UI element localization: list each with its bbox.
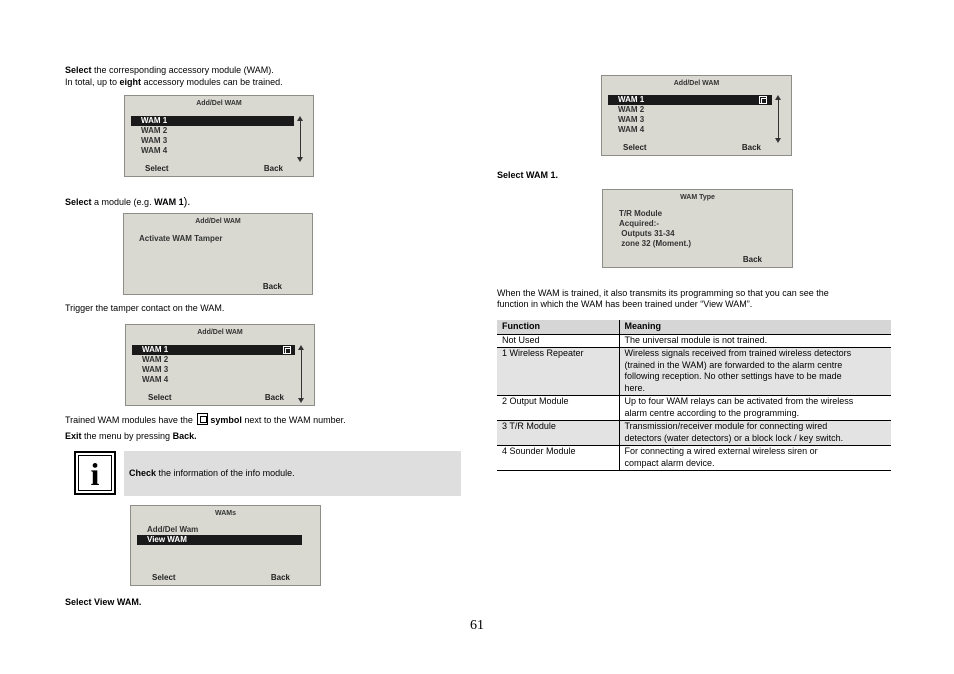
page-number: 61 (470, 618, 484, 633)
softkey-select[interactable]: Select (145, 164, 169, 173)
screen-title: Add/Del WAM (196, 100, 242, 107)
screen-title: WAMs (215, 510, 236, 517)
menu-item-selected[interactable]: WAM 1 (131, 116, 294, 126)
lcd-screen-wam-type (602, 189, 793, 268)
screen-message: Activate WAM Tamper (139, 234, 223, 243)
menu-item[interactable]: WAM 3 (618, 115, 645, 124)
cell-meaning: For connecting a wired external wireless siren or compact alarm device. (619, 446, 891, 471)
menu-item[interactable]: WAM 4 (618, 125, 645, 134)
intro-line-2: In total, up to eight accessory modules can be trained. (65, 77, 283, 87)
menu-item-selected[interactable]: View WAM (137, 535, 302, 545)
cell-meaning: The universal module is not trained. (619, 334, 891, 348)
step-select-module: Select a module (e.g. WAM 1). (65, 196, 191, 208)
screen-title: WAM Type (680, 194, 715, 201)
trained-symbol-icon (197, 413, 208, 425)
lcd-screen-add-del-wam-right (601, 75, 792, 156)
paragraph-line-2: function in which the WAM has been trained under “View WAM”. (497, 299, 753, 309)
menu-item[interactable]: WAM 2 (141, 126, 168, 135)
screen-title: Add/Del WAM (197, 329, 243, 336)
cell-meaning: Transmission/receiver module for connecting wired detectors (water detectors) or a block lock / key switch. (619, 421, 891, 446)
scrollbar[interactable] (297, 116, 305, 162)
cell-function: 3 T/R Module (497, 421, 619, 446)
softkey-back[interactable]: Back (264, 393, 284, 402)
trained-symbol-icon (759, 96, 767, 104)
menu-item[interactable]: Add/Del Wam (147, 525, 199, 534)
cell-function: 2 Output Module (497, 396, 619, 421)
softkey-select[interactable]: Select (623, 143, 647, 152)
table-row (497, 446, 891, 471)
menu-item[interactable]: WAM 2 (618, 105, 645, 114)
screen-title: Add/Del WAM (673, 80, 720, 87)
lcd-screen-wams (130, 505, 321, 586)
trained-symbol-icon (283, 346, 291, 354)
cell-function: Not Used (497, 334, 619, 348)
scrollbar[interactable] (775, 95, 783, 143)
wam-type-line: zone 32 (Moment.) (619, 239, 692, 248)
table-row (497, 334, 891, 348)
menu-item[interactable]: WAM 3 (141, 136, 168, 145)
info-icon: i (74, 451, 116, 495)
softkey-back[interactable]: Back (270, 573, 290, 582)
select-wam1: Select WAM 1. (497, 170, 559, 180)
exit-instruction: Exit the menu by pressing Back. (65, 431, 197, 441)
menu-item[interactable]: WAM 3 (142, 365, 169, 374)
lcd-screen-add-del-wam-1 (124, 95, 314, 177)
paragraph-line-1: When the WAM is trained, it also transmits its programming so that you can see the (497, 288, 829, 298)
menu-item[interactable]: WAM 4 (142, 375, 169, 384)
softkey-back[interactable]: Back (742, 255, 762, 264)
wam-type-line: T/R Module (619, 209, 663, 218)
cell-function: 1 Wireless Repeater (497, 348, 619, 396)
menu-item-selected[interactable]: WAM 1 (608, 95, 772, 105)
table-header-row (497, 320, 891, 334)
table-row (497, 421, 891, 446)
column-header-meaning: Meaning (619, 320, 891, 334)
menu-item[interactable]: WAM 4 (141, 146, 168, 155)
table-row (497, 396, 891, 421)
info-note-text: Check the information of the info module. (129, 468, 295, 478)
cell-meaning: Up to four WAM relays can be activated from the wireless alarm centre according to the programming. (619, 396, 891, 421)
wam-type-line: Outputs 31-34 (619, 229, 675, 238)
wam-type-line: Acquired:- (619, 219, 659, 228)
softkey-back[interactable]: Back (741, 143, 761, 152)
softkey-back[interactable]: Back (263, 164, 283, 173)
menu-item[interactable]: WAM 2 (142, 355, 169, 364)
trained-symbol-note: Trained WAM modules have the symbol next to the WAM number. (65, 415, 346, 425)
softkey-back[interactable]: Back (262, 282, 282, 291)
column-header-function: Function (497, 320, 619, 334)
menu-item-selected[interactable]: WAM 1 (132, 345, 295, 355)
lcd-screen-add-del-wam-trained (125, 324, 315, 406)
cell-meaning: Wireless signals received from trained wireless detectors (trained in the WAM) are forwarded to the alarm centre following reception. No other settings have to be made here. (619, 348, 891, 396)
scrollbar[interactable] (298, 345, 306, 403)
softkey-select[interactable]: Select (148, 393, 172, 402)
intro-line-1: Select the corresponding accessory module (WAM). (65, 65, 274, 75)
table-row (497, 348, 891, 396)
trigger-instruction: Trigger the tamper contact on the WAM. (65, 303, 225, 313)
select-view-wam: Select View WAM. (65, 597, 142, 607)
screen-title: Add/Del WAM (195, 218, 241, 225)
lcd-screen-activate-tamper (123, 213, 313, 295)
function-meaning-table (497, 320, 891, 471)
softkey-select[interactable]: Select (152, 573, 176, 582)
cell-function: 4 Sounder Module (497, 446, 619, 471)
